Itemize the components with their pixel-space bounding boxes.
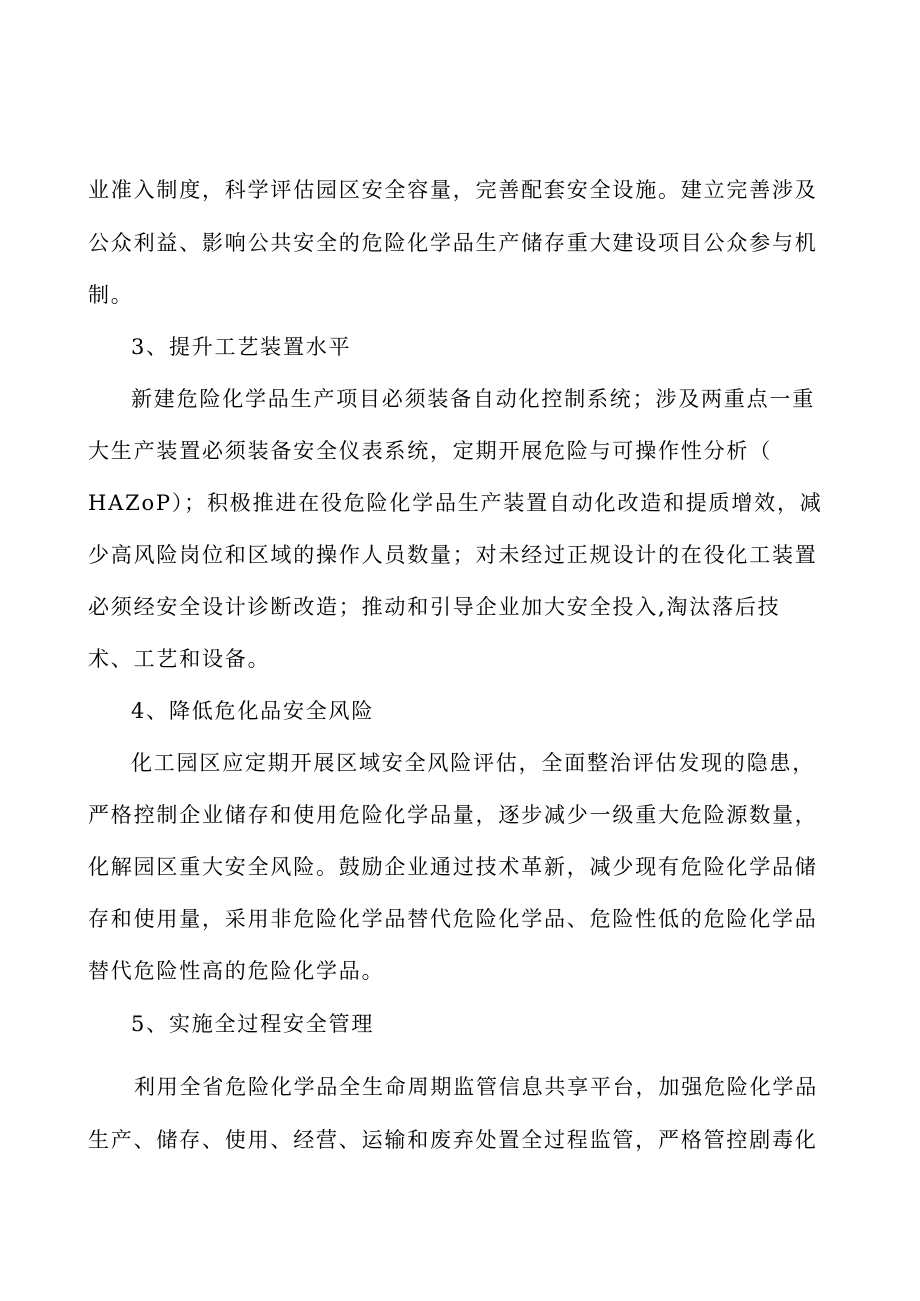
paragraph-line: 利用全省危险化学品全生命周期监管信息共享平台，加强危险化学品 [134,1075,818,1099]
section-heading: 4、降低危化品安全风险 [131,699,375,723]
paragraph-line: HAZoP）；积极推进在役危险化学品生产装置自动化改造和提质增效，减 [88,491,823,515]
paragraph-line: 少高风险岗位和区域的操作人员数量；对未经过正规设计的在役化工装置 [88,543,818,567]
paragraph-line: 化工园区应定期开展区域安全风险评估，全面整治评估发现的隐患， [131,751,815,775]
paragraph-line: 业准入制度，科学评估园区安全容量，完善配套安全设施。建立完善涉及 [88,178,818,202]
paragraph-line: 生产、储存、使用、经营、运输和废弃处置全过程监管，严格管控剧毒化 [88,1128,818,1152]
section-heading: 3、提升工艺装置水平 [131,335,352,359]
paragraph-line: 术、工艺和设备。 [88,647,271,671]
paragraph-line: 化解园区重大安全风险。鼓励企业通过技术革新，减少现有危险化学品储 [88,855,818,879]
section-heading: 5、实施全过程安全管理 [131,1012,375,1036]
paragraph-line: 替代危险性高的危险化学品。 [88,959,385,983]
paragraph-line: 新建危险化学品生产项目必须装备自动化控制系统；涉及两重点一重 [131,387,815,411]
paragraph-line: 严格控制企业储存和使用危险化学品量，逐步减少一级重大危险源数量， [88,803,818,827]
paragraph-line: 公众利益、影响公共安全的危险化学品生产储存重大建设项目公众参与机 [88,231,818,255]
paragraph-line: 制。 [88,283,134,307]
paragraph-line: 存和使用量，采用非危险化学品替代危险化学品、危险性低的危险化学品 [88,907,818,931]
paragraph-line: 大生产装置必须装备安全仪表系统，定期开展危险与可操作性分析（ [88,439,772,463]
paragraph-line: 必须经安全设计诊断改造；推动和引导企业加大安全投入,淘汰落后技 [88,595,781,619]
